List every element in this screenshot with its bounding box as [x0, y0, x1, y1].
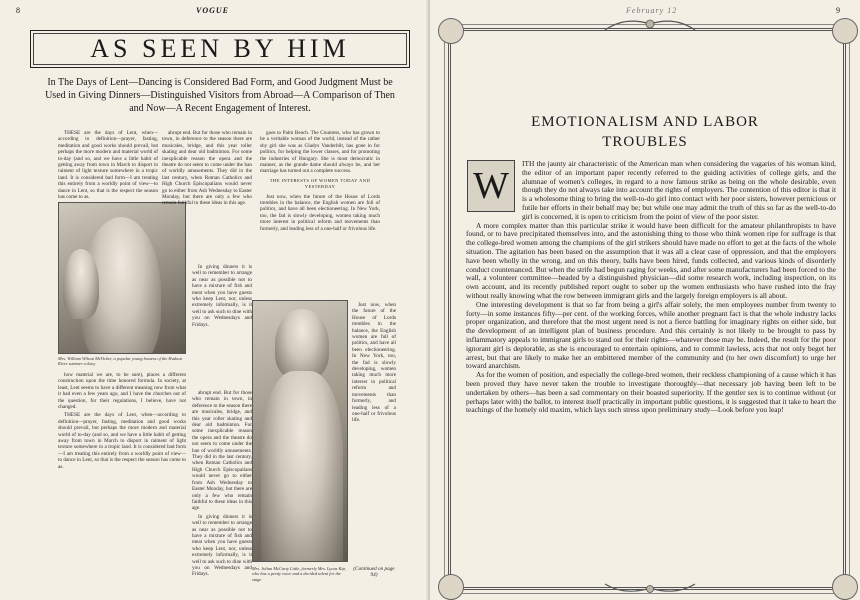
- photo-caption-2: Mrs. Julian McCarty Little, formerly Mrs. Lyons Kip, who has a pretty voice and a decided talent for the stage: [252, 566, 346, 582]
- editorial-paragraph-1: ITH the jaunty air characteristic of the American man when considering the vagaries of his woman kind, the editor of an important paper recently referred to the guiding activities of college girls, and the alumnae of women's colleges, in regard to a now famous strike as being on the whole desirable, even though they do not always take into account the rights of employers. The contention of this editor is that it is a wholesome thing to bring the well-to-do girl into contact with her poor sisters, however pernicious or futile her efforts in their behalf may be; but while one may admit the truth of this so far as the well-to-do girl is concerned, it is open to criticism from the point of view of the poor sister.: [522, 159, 836, 221]
- editorial-title: [460, 112, 830, 152]
- gown-figure: [261, 371, 343, 562]
- editorial-title-line-1: EMOTIONALISM AND LABOR: [531, 114, 759, 130]
- portrait-figure: [275, 309, 329, 379]
- corner-ornament-bl: [438, 574, 464, 600]
- body-paragraph: THESE are the days of Lent, when—according to definition—prayer, fasting, meditation and good works should prevail, but perhaps the more modern and material world of to-day (and so, and we have a little habit of getting away from town in March to disport in raiment of light texture somewhere in a tropic land. It is considered bad form—I am treating this entirely from a worldly point of view—to dance in Lent, so that is the respect the season has come to as.: [58, 130, 158, 201]
- editorial-paragraph-2: A more complex matter than this particular strike it would have been difficult for the amateur philanthropists to have found, or to have precipitated themselves into, and the astonishing thing to those who think women ripe for suffrage is that the college-bred women among the champions of the girl strikers should have made no effort to get at the facts of the whole situation. The agitation has been based on the assumption that it was all a clear case of oppression, and that the employers have been wholly in the wrong, and on this theory, balls have been hired, funds collected, and various kinds of disorderly conduct countenanced. But when the strife had begun raging for weeks, and after some manufacturers had been forced to the wall, a volunteer committee—headed by a distinguished physician—did some research work, including inspection, on its own account, and its recently published report ought to sober up the women enthusiasts who have rushed into the fray without really knowing what the row between immigrant girls and the largely foreign employers is all about.: [466, 220, 836, 300]
- child-figure: [63, 249, 99, 319]
- photo-caption-1: Mrs. William Wilson McVicker, a popular young hostess of the Hudson River summer colony: [58, 356, 183, 367]
- magazine-name: VOGUE: [196, 6, 230, 15]
- left-page-number: 8: [16, 6, 20, 15]
- frame-bottom-ornament: [600, 582, 700, 596]
- body-paragraph: Just now, when the future of the House of Lords trembles in the balance, the English women are full of politics, and have all been electioneering. In New York, too, the fad is slowly developing, women taking much more interest in political reform and movements than formerly, and leading less of a one-half or frivolous life.: [352, 302, 396, 424]
- body-paragraph: THESE are the days of Lent, when—according to definition—prayer, fasting, meditation and good works should prevail, but perhaps the more modern and material world of to-day (and so, and we have a little habit of getting away from town in March to disport in raiment of light texture somewhere in a tropic land. It is considered bad form—I am treating this entirely from a worldly point of view—to dance in Lent, so that is the respect the season has come to as.: [58, 412, 186, 470]
- editorial-paragraph-4: As for the women of position, and especially the college-bred women, their reckless championing of a cause which it has been proved they have never taken the trouble to investigate thoroughly—that necessary job having been left to be undertaken by others—has been a sad commentary on their boasted superiority. If the gentler sex is to continue without (or perhaps later with) the ballot, to interest itself practically in important public questions, it is suggested that it take to heart the teachings of the homely old maxim, which lays such stress upon preliminary study—Look before you leap!: [466, 370, 836, 415]
- body-paragraph: Just now, when the future of the House of Lords trembles in the balance, the English women are full of politics, and have all been electioneering. In New York, too, the fad is slowly developing, women taking much more interest in political reform and movements than formerly, and leading less of a one-half or frivolous life.: [260, 193, 380, 232]
- left-column-1-bottom: [58, 372, 186, 594]
- continued-note: [352, 566, 396, 581]
- frame-top-ornament: [600, 16, 700, 34]
- drop-cap: W: [467, 160, 515, 212]
- body-paragraph: abrupt end. But for those who remain in town, in deference to the season there are musicales, bridge, and this year roller skating and dear old badminton. For some inexplicable reason the opera and the theatre do not seem to come under the ban of worldly amusements. They did in the last century, when Roman Catholics and High Church Episcopalians would never go to either from Ash Wednesday to Easter Monday, but there are only a few who remain faithful to these ideas in this age.: [192, 390, 252, 512]
- section-heading: THE INTERESTS OF WOMEN TODAY AND YESTERDAY: [269, 177, 371, 190]
- corner-ornament-tl: [438, 18, 464, 44]
- right-page-number: 9: [836, 6, 840, 15]
- left-column-2: [162, 130, 252, 260]
- body-paragraph: abrupt end. But for those who remain in town, in deference to the season there are musicales, bridge, and this year roller skating and dear old badminton. For some inexplicable reason the opera and the theatre do not seem to come under the ban of worldly amusements. They did in the last century, when Roman Catholics and High Church Episcopalians would never go to either from Ash Wednesday to Easter Monday, but there are only a few who remain faithful to these ideas in this age.: [162, 130, 252, 207]
- left-column-1-top: [58, 130, 158, 200]
- body-paragraph: In giving dinners it is well to remember to arrange as near as possible not to have a mixture of fish and meat when you have guests who keep Lent, nor, unless extremely informally, is it well to ask such to dine with you on Wednesdays and Fridays.: [192, 264, 252, 328]
- left-column-3-b: [352, 302, 396, 562]
- issue-date: February 12: [626, 6, 678, 15]
- corner-ornament-tr: [832, 18, 858, 44]
- body-paragraph: goes to Palm Beach. The Countess, who has grown to be a veritable woman of the world, instead of the rather shy girl she was as Gladys Vanderbilt, has gone in for politics, for helping the lower classes, and for promoting the industries of Hungary. She is most democratic in manner, as the grande dame should always be, and her marriage has turned out a complete success.: [260, 130, 380, 175]
- left-column-2-c: [192, 390, 252, 594]
- left-column-3: [260, 130, 380, 300]
- article-subtitle: In The Days of Lent—Dancing is Considered Bad Form, and Good Judgment Must be Used in Giving Dinners—Distinguished Visitors from Abroad—A Comparison of Then and Now—A Recent Engagement of Interest.: [45, 77, 395, 114]
- body-paragraph: how material we are, to be sure), places a different construction upon the time honored formula. In society, at least, Lent seems to have a different meaning now from what it had even a few years ago, and I have the churches out of the question, for their regulations, I believe, have not changed.: [58, 372, 186, 411]
- corner-ornament-br: [832, 574, 858, 600]
- left-column-2-b: [192, 264, 252, 384]
- article-title: AS SEEN BY HIM: [90, 34, 350, 63]
- portrait-photo-2: [252, 300, 348, 562]
- editorial-paragraph-3: One interesting development is that so far from being a girl's affair solely, the men employees number from twenty to forty—in some instances fifty—per cent. of the working forces, while another pregnant fact is that the whole industry lacks proper organization, and therefore that the most urgent need is not a fierce battling for imaginary rights on either side, but the development of an intelligent plan of business procedure. And this certainly is not likely to be brought to pass by inflammatory appeals to immigrant girls to stand out for their rights—whatever those may be. Indeed, the result for the poor ignorant girl is deplorable, as she is encouraged to entertain opinions, and to commit lawless, acts that not only beget her arrest, but that are likely to make her an embittered member of the community and (to her own discomfort) to urge her toward anarchism.: [466, 299, 836, 371]
- body-paragraph: In giving dinners it is well to remember to arrange as near as possible not to have a mixture of fish and meat when you have guests who keep Lent, nor, unless extremely informally, is it well to ask such to dine with you on Wednesdays and Fridays.: [192, 513, 252, 578]
- continued-text: (Continued on page 94): [353, 566, 395, 579]
- editorial-title-line-2: TROUBLES: [602, 134, 688, 150]
- article-title-box: [30, 30, 410, 68]
- editorial-body: [466, 160, 836, 415]
